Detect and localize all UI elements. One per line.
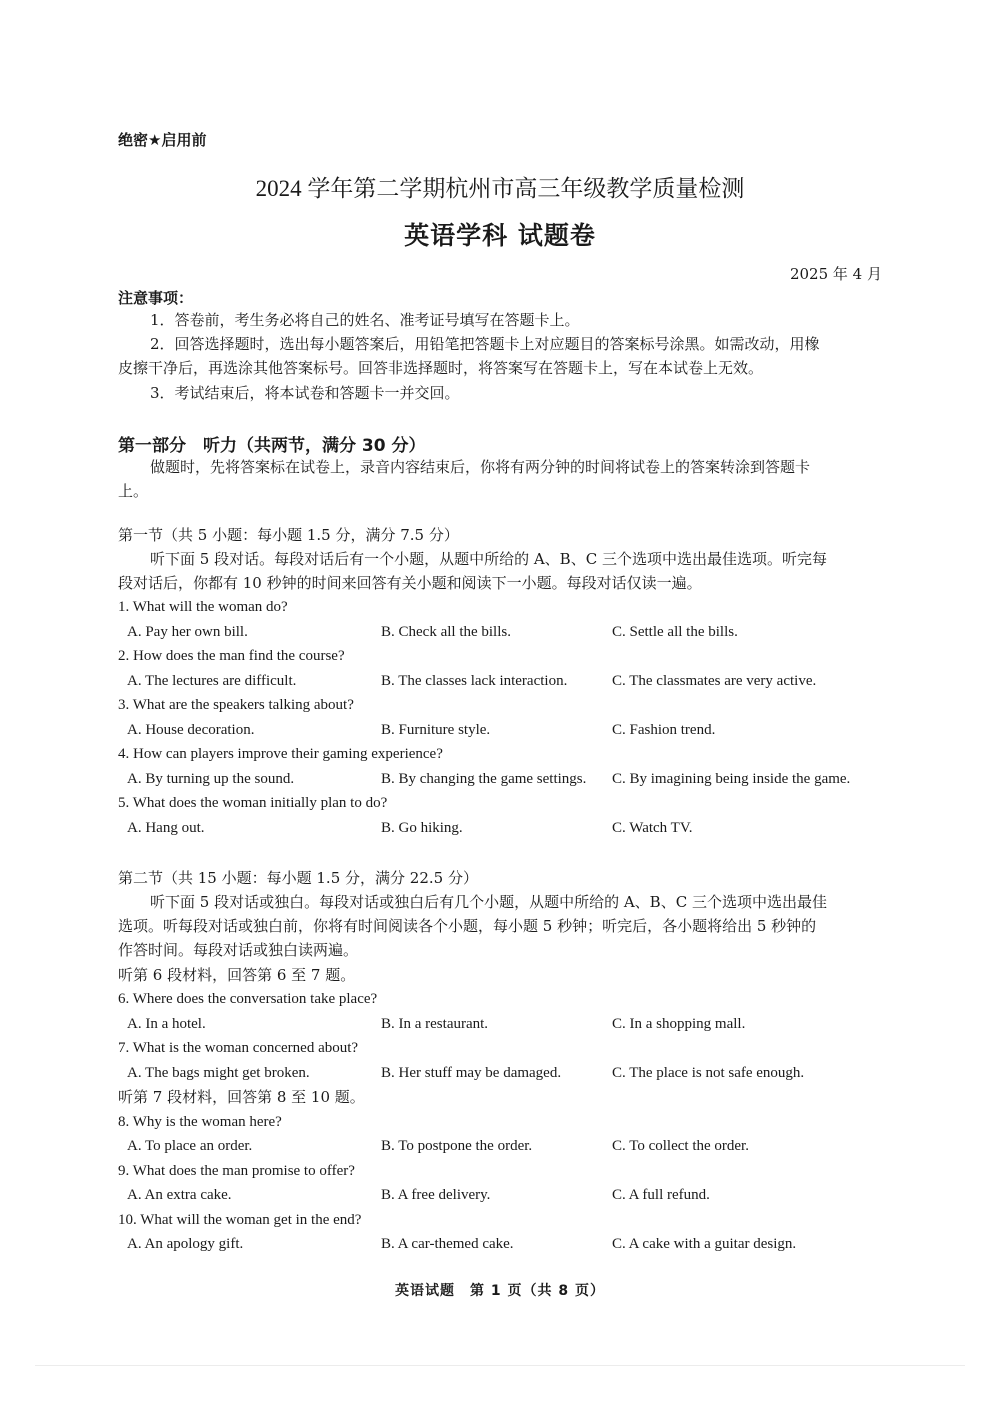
option-a: A. In a hotel.	[127, 1016, 206, 1032]
part1-intro-line-2: 上。	[118, 482, 149, 500]
notice-item-2-line-2: 皮擦干净后，再选涂其他答案标号。回答非选择题时，将答案写在答题卡上，写在本试卷上无效。	[118, 359, 764, 377]
option-b: B. A free delivery.	[381, 1187, 491, 1203]
question-10: 10. What will the woman get in the end?	[118, 1212, 362, 1228]
section2-heading: 第二节（共 15 小题：每小题 1.5 分，满分 22.5 分）	[118, 869, 478, 887]
option-c: C. The classmates are very active.	[612, 673, 817, 689]
option-c: C. To collect the order.	[612, 1138, 749, 1154]
option-c: C. A cake with a guitar design.	[612, 1236, 797, 1252]
option-c: C. Watch TV.	[612, 820, 693, 836]
option-c: C. A full refund.	[612, 1187, 710, 1203]
notice-item-2-line-1: 2．回答选择题时，选出每小题答案后，用铅笔把答题卡上对应题目的答案标号涂黑。如需改动，用橡	[150, 335, 820, 353]
question-3: 3. What are the speakers talking about?	[118, 697, 354, 713]
exam-date: 2025 年 4 月	[789, 265, 882, 283]
notice-item-1: 1．答卷前，考生务必将自己的姓名、准考证号填写在答题卡上。	[150, 311, 580, 329]
material-7-instruction: 听第 7 段材料，回答第 8 至 10 题。	[118, 1088, 365, 1106]
option-a: A. House decoration.	[127, 722, 255, 738]
option-a: A. An extra cake.	[127, 1187, 232, 1203]
option-b: B. Furniture style.	[381, 722, 491, 738]
option-b: B. A car-themed cake.	[381, 1236, 514, 1252]
section2-intro-line-1: 听下面 5 段对话或独白。每段对话或独白后有几个小题，从题中所给的 A、B、C 三个选项中选出最佳	[150, 893, 827, 911]
section1-heading: 第一节（共 5 小题：每小题 1.5 分，满分 7.5 分）	[118, 526, 459, 544]
question-2: 2. How does the man find the course?	[118, 648, 345, 664]
option-a: A. Pay her own bill.	[127, 624, 248, 640]
section1-intro-line-2: 段对话后，你都有 10 秒钟的时间来回答有关小题和阅读下一小题。每段对话仅读一遍。	[118, 574, 702, 592]
page-divider	[35, 1365, 965, 1366]
question-7: 7. What is the woman concerned about?	[118, 1040, 359, 1056]
question-5: 5. What does the woman initially plan to do?	[118, 795, 388, 811]
question-1: 1. What will the woman do?	[118, 599, 288, 615]
part1-heading: 第一部分 听力（共两节，满分 30 分）	[118, 436, 426, 456]
exam-title: 2024 学年第二学期杭州市高三年级教学质量检测	[255, 176, 745, 201]
option-b: B. Her stuff may be damaged.	[381, 1065, 562, 1081]
option-b: B. Check all the bills.	[381, 624, 511, 640]
option-b: B. Go hiking.	[381, 820, 463, 836]
notice-item-3: 3．考试结束后，将本试卷和答题卡一并交回。	[150, 384, 460, 402]
classification-label: 绝密★启用前	[118, 131, 207, 149]
option-b: B. The classes lack interaction.	[381, 673, 568, 689]
question-4: 4. How can players improve their gaming experience?	[118, 746, 443, 762]
option-a: A. The lectures are difficult.	[127, 673, 297, 689]
option-a: A. To place an order.	[127, 1138, 253, 1154]
option-c: C. By imagining being inside the game.	[612, 771, 851, 787]
option-b: B. In a restaurant.	[381, 1016, 489, 1032]
section2-intro-line-2: 选项。听每段对话或独白前，你将有时间阅读各个小题，每小题 5 秒钟；听完后，各小题将给出 5 秒钟的	[118, 917, 817, 935]
option-a: A. The bags might get broken.	[127, 1065, 310, 1081]
option-b: B. To postpone the order.	[381, 1138, 533, 1154]
part1-intro-line-1: 做题时，先将答案标在试卷上，录音内容结束后，你将有两分钟的时间将试卷上的答案转涂到答题卡	[150, 458, 811, 476]
option-c: C. Fashion trend.	[612, 722, 716, 738]
exam-subtitle: 英语学科 试题卷	[404, 221, 596, 250]
notice-heading: 注意事项：	[118, 289, 194, 307]
section1-intro-line-1: 听下面 5 段对话。每段对话后有一个小题，从题中所给的 A、B、C 三个选项中选出最佳选项。听完每	[150, 550, 827, 568]
option-a: A. By turning up the sound.	[127, 771, 295, 787]
option-c: C. The place is not safe enough.	[612, 1065, 805, 1081]
section2-intro-line-3: 作答时间。每段对话或独白读两遍。	[118, 941, 359, 959]
question-9: 9. What does the man promise to offer?	[118, 1163, 355, 1179]
question-8: 8. Why is the woman here?	[118, 1114, 282, 1130]
option-a: A. An apology gift.	[127, 1236, 244, 1252]
question-6: 6. Where does the conversation take place?	[118, 991, 378, 1007]
page-footer: 英语试题 第 1 页（共 8 页）	[395, 1283, 605, 1299]
option-b: B. By changing the game settings.	[381, 771, 587, 787]
option-c: C. Settle all the bills.	[612, 624, 738, 640]
option-c: C. In a shopping mall.	[612, 1016, 746, 1032]
material-6-instruction: 听第 6 段材料，回答第 6 至 7 题。	[118, 966, 356, 984]
option-a: A. Hang out.	[127, 820, 205, 836]
